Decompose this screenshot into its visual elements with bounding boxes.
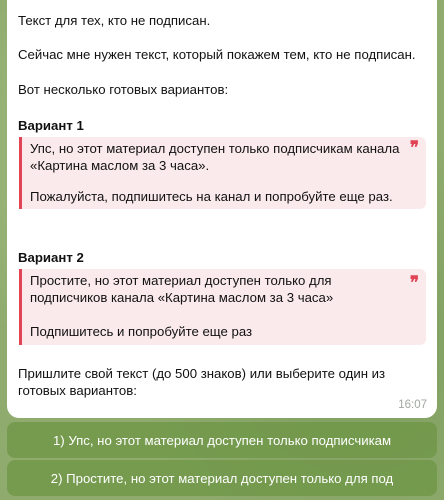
message-line: Сейчас мне нужен текст, который покажем тем, кто не подписан. — [18, 47, 416, 62]
inline-button-variant-2[interactable]: 2) Простите, но этот материал доступен только для под — [7, 460, 437, 496]
message-line: Текст для тех, кто не подписан. — [18, 13, 211, 28]
inline-button-variant-1[interactable]: 1) Упс, но этот материал доступен только подписчикам — [7, 422, 437, 458]
variant-1-heading: Вариант 1 — [18, 118, 84, 133]
quote-line: Подпишитесь и попробуйте еще раз — [30, 324, 253, 339]
message-time: 16:07 — [398, 399, 427, 411]
quote-line: «Картина маслом за 3 часа». — [30, 158, 210, 173]
variant-2-quote — [19, 269, 426, 345]
message-bubble — [7, 0, 437, 418]
variant-1-quote — [19, 137, 426, 209]
variant-2-heading: Вариант 2 — [18, 250, 84, 265]
message-line: готовых вариантов: — [18, 383, 137, 398]
message-line: Вот несколько готовых вариантов: — [18, 82, 229, 97]
quote-icon: ❞ — [409, 138, 419, 158]
message-line: Пришлите свой текст (до 500 знаков) или выберите один из — [18, 366, 386, 381]
quote-line: подписчиков канала «Картина маслом за 3 часа» — [30, 290, 334, 305]
quote-line: Упс, но этот материал доступен только подписчикам канала — [30, 141, 400, 156]
quote-line: Пожалуйста, подпишитесь на канал и попробуйте еще раз. — [30, 189, 393, 204]
quote-icon: ❞ — [409, 273, 419, 293]
quote-line: Простите, но этот материал доступен только для — [30, 273, 332, 288]
